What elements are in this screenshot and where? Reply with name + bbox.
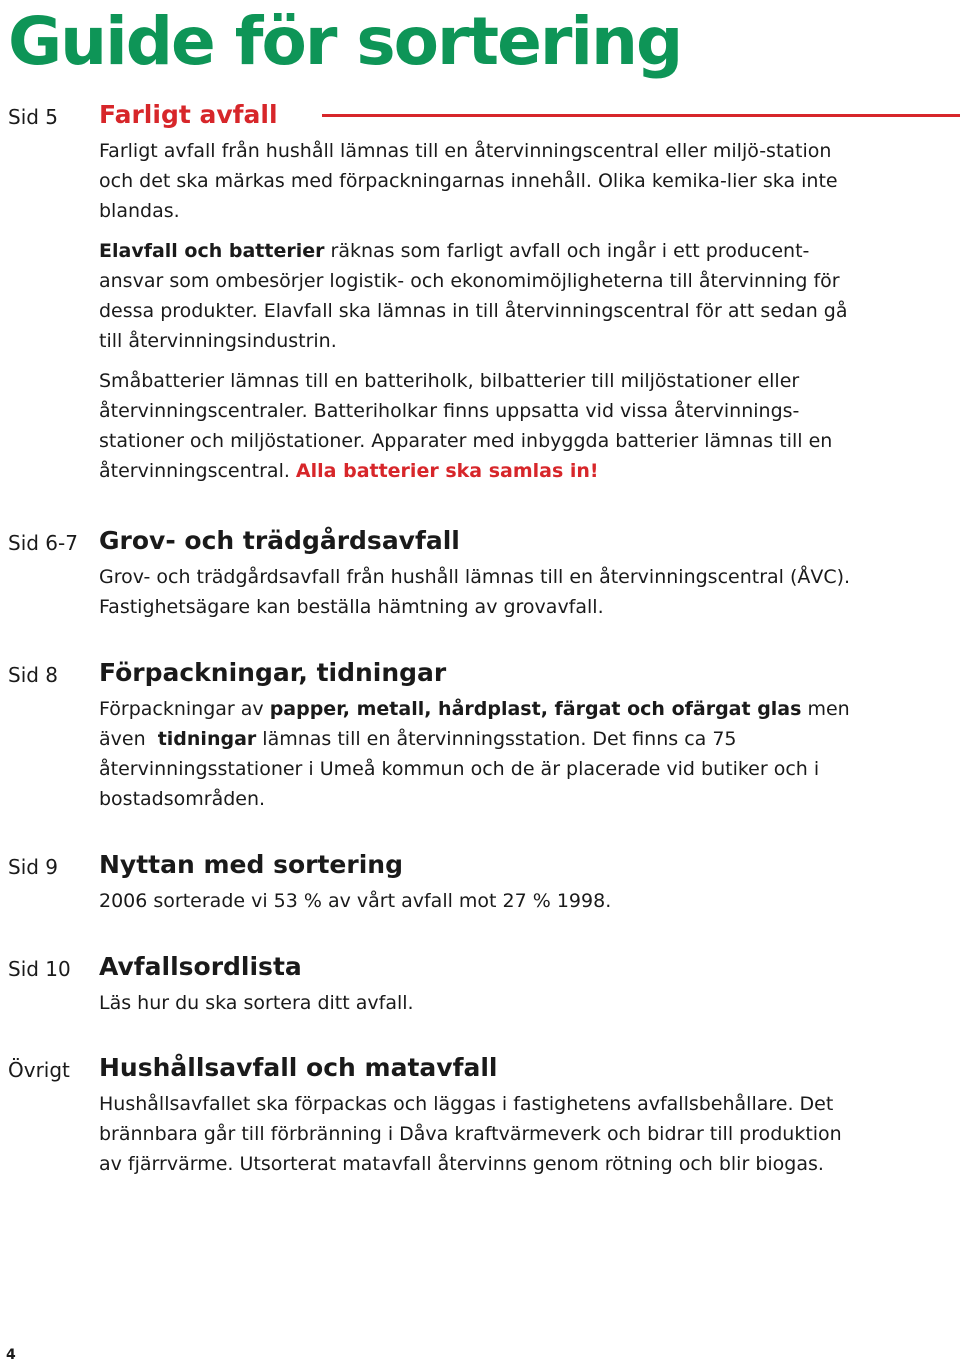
page-ref-sid-6-7: Sid 6-7: [8, 531, 78, 555]
bold-phrase: Elavfall och batterier: [99, 240, 325, 262]
section-avfallsordlista: [99, 950, 859, 1018]
page-title: Guide för sortering: [8, 3, 682, 80]
page-number: 4: [6, 1347, 16, 1363]
section-paragraph: Grov- och trädgårdsavfall från hushåll lämnas till en återvinningscentral (ÅVC). Fastighetsägare kan beställa hämtning av grovavfall.: [99, 566, 851, 618]
section-forpackningar-tidningar: [99, 656, 859, 814]
section-paragraph: 2006 sorterade vi 53 % av vårt avfall mot 27 % 1998.: [99, 890, 612, 912]
section-heading: Farligt avfall: [99, 100, 278, 129]
section-hushallsavfall-och-matavfall: [99, 1051, 859, 1179]
highlight-text: Alla batterier ska samlas in!: [295, 460, 599, 482]
section-paragraph: Förpackningar av papper, metall, hårdplast, färgat och ofärgat glas men även tidningar lämnas till en återvinningsstation. Det finns ca 75 återvinningsstationer i Umeå kommun och de är placerade vid butiker och i bostadsområden.: [99, 698, 856, 810]
section-paragraph: Småbatterier lämnas till en batteriholk, bilbatterier till miljöstationer eller återvinningscentraler. Batteriholkar finns uppsatta vid vissa återvinnings-stationer och miljöstationer. Apparater med inbyggda batterier lämnas till en återvinningscentral. Alla batterier ska samlas in!: [99, 370, 833, 482]
section-farligt-avfall: [99, 98, 859, 486]
page-ref-sid-10: Sid 10: [8, 957, 71, 981]
section-paragraph: Elavfall och batterier räknas som farligt avfall och ingår i ett producent-ansvar som ombesörjer logistik- och ekonomimöjligheterna till återvinning för dessa produkter. Elavfall ska lämnas in till återvinningscentral för att sedan gå till återvinningsindustrin.: [99, 240, 848, 352]
section-paragraph: Farligt avfall från hushåll lämnas till en återvinningscentral eller miljö-station och det ska märkas med förpackningarnas innehåll. Olika kemika-lier ska inte blandas.: [99, 140, 838, 222]
page-ref-sid-8: Sid 8: [8, 663, 59, 687]
section-heading: Avfallsordlista: [99, 952, 302, 981]
section-heading: Grov- och trädgårdsavfall: [99, 526, 460, 555]
section-paragraph: Hushållsavfallet ska förpackas och läggas i fastighetens avfallsbehållare. Det brännbara går till förbränning i Dåva kraftvärmeverk och bidrar till produktion av fjärrvärme. Utsorterat matavfall återvinns genom rötning och blir biogas.: [99, 1093, 842, 1175]
page-ref-sid-9: Sid 9: [8, 855, 59, 879]
page-ref-sid-5: Sid 5: [8, 105, 59, 129]
section-paragraph: Läs hur du ska sortera ditt avfall.: [99, 992, 414, 1014]
section-grov-och-tradgardsavfall: [99, 524, 859, 622]
page-ref-ovrigt: Övrigt: [8, 1058, 70, 1082]
section-heading: Nyttan med sortering: [99, 850, 403, 879]
bold-phrase: tidningar: [157, 728, 257, 750]
section-heading: Hushållsavfall och matavfall: [99, 1053, 498, 1082]
section-heading: Förpackningar, tidningar: [99, 658, 447, 687]
section-nyttan-med-sortering: [99, 848, 859, 916]
bold-phrase: papper, metall, hårdplast, färgat och ofärgat glas: [269, 698, 802, 720]
